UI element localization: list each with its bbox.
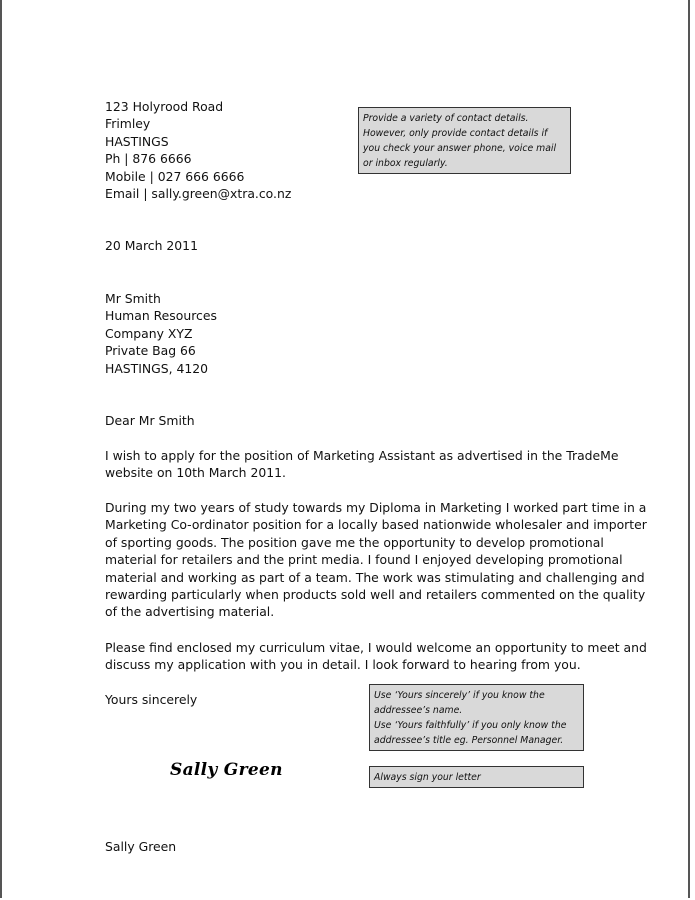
body-line: of the advertising material. <box>105 604 275 620</box>
sender-address <box>105 98 291 202</box>
sender-line: 123 Holyrood Road <box>105 99 224 114</box>
salutation <box>105 412 195 429</box>
salutation-text: Dear Mr Smith <box>105 413 195 428</box>
recipient-line: Mr Smith <box>105 291 161 306</box>
closing <box>105 691 197 708</box>
note-line: Use ‘Yours faithfully’ if you only know the <box>374 720 567 731</box>
body-paragraph-3 <box>105 639 647 674</box>
body-line: I wish to apply for the position of Marketing Assistant as advertised in the TradeMe <box>105 448 619 463</box>
sender-line: Frimley <box>105 116 151 132</box>
sender-line: Email | sally.green@xtra.co.nz <box>105 186 292 202</box>
body-paragraph-1 <box>105 447 625 482</box>
body-line: Marketing Co-ordinator position for a locally based nationwide wholesaler and importer <box>105 517 647 533</box>
note-line: Always sign your letter <box>374 772 481 783</box>
letter-date <box>105 237 198 254</box>
sign-note-box <box>369 766 584 788</box>
body-line: of sporting goods. The position gave me the opportunity to develop promotional <box>105 534 604 550</box>
sender-line: Ph | 876 6666 <box>105 151 192 167</box>
body-line: rewarding particularly when products sold well and retailers commented on the quality <box>105 587 646 603</box>
typed-name <box>105 838 176 855</box>
note-line: However, only provide contact details if <box>363 128 548 139</box>
body-line: website on 10th March 2011. <box>105 465 286 481</box>
recipient-line: Company XYZ <box>105 325 193 341</box>
sender-line: HASTINGS <box>105 133 169 149</box>
note-line: addressee’s title eg. Personnel Manager. <box>374 735 564 746</box>
note-line: Use ‘Yours sincerely’ if you know the <box>374 690 545 701</box>
recipient-line: HASTINGS, 4120 <box>105 360 209 376</box>
date-text: 20 March 2011 <box>105 238 198 253</box>
note-line: you check your answer phone, voice mail <box>363 143 557 154</box>
body-paragraph-2 <box>105 499 647 621</box>
contact-note-box <box>358 107 571 174</box>
body-line: During my two years of study towards my Diploma in Marketing I worked part time in a <box>105 500 647 515</box>
sender-line: Mobile | 027 666 6666 <box>105 168 245 184</box>
recipient-line: Human Resources <box>105 308 217 324</box>
body-line: discuss my application with you in detail. I look forward to hearing from you. <box>105 657 581 673</box>
closing-text: Yours sincerely <box>105 692 198 707</box>
body-line: Please find enclosed my curriculum vitae, I would welcome an opportunity to meet and <box>105 640 647 655</box>
note-line: addressee’s name. <box>374 705 463 716</box>
note-line: or inbox regularly. <box>363 158 448 169</box>
handwritten-signature: Sally Green <box>170 760 283 780</box>
recipient-line: Private Bag 66 <box>105 343 196 359</box>
note-line: Provide a variety of contact details. <box>363 113 529 124</box>
closing-note-box <box>369 684 584 751</box>
typed-name-text: Sally Green <box>105 839 177 854</box>
body-line: material and working as part of a team. The work was stimulating and challenging and <box>105 569 645 585</box>
recipient-address <box>105 290 217 377</box>
body-line: material for retailers and the print media. I found I enjoyed developing promotional <box>105 552 623 568</box>
